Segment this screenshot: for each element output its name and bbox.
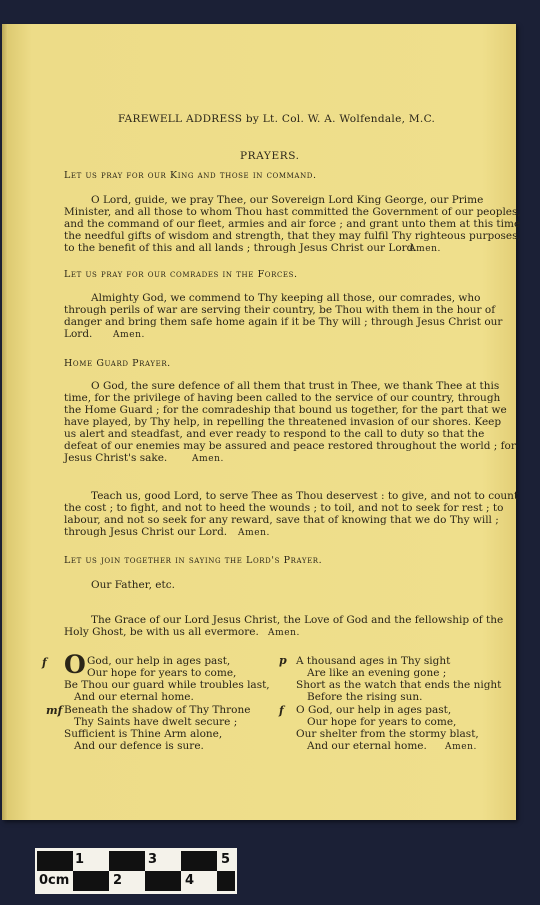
section-heading-king: Let us pray for our King and those in command. [64, 170, 317, 181]
amen-label: Amen. [238, 528, 271, 538]
ruler-block [217, 871, 235, 891]
lords-prayer-heading: Let us join together in saying the Lord's Prayer. [64, 555, 323, 566]
prayer-line: have played, by Thy help, in repelling the threatened invasion of our shores. Keep [64, 416, 502, 428]
prayer-line: Teach us, good Lord, to serve Thee as Thou deservest : to give, and not to count [91, 490, 519, 502]
hymn-line: Our shelter from the stormy blast, [296, 728, 479, 740]
prayer-line: O Lord, guide, we pray Thee, our Sovereign Lord King George, our Prime [91, 194, 484, 206]
prayer-line: Almighty God, we commend to Thy keeping all those, our comrades, who [91, 292, 481, 304]
hymn-line: Before the rising sun. [307, 691, 423, 703]
dynamic-marking: p [279, 654, 287, 667]
hymn-line: And our eternal home. [74, 691, 194, 703]
hymn-line: A thousand ages in Thy sight [296, 655, 451, 667]
dynamic-marking: mf [46, 704, 63, 717]
ruler-block [145, 871, 181, 891]
hymn-line: And our defence is sure. [74, 740, 204, 752]
lords-prayer-text: Our Father, etc. [91, 579, 175, 591]
hymn-line: Our hope for years to come, [87, 667, 237, 679]
amen-label: Amen. [409, 244, 442, 254]
document-page [2, 24, 521, 820]
prayer-line: and the command of our fleet, armies and air force ; and grant unto them at this time [64, 218, 521, 230]
ruler-number: 2 [113, 873, 123, 888]
dynamic-marking: f [42, 656, 47, 669]
hymn-line: Thy Saints have dwelt secure ; [74, 716, 238, 728]
ruler-number: 1 [75, 852, 85, 867]
prayer-line: us alert and steadfast, and ever ready to respond to the call to duty so that the [64, 428, 485, 440]
prayer-line: O God, the sure defence of all them that trust in Thee, we thank Thee at this [91, 380, 500, 392]
prayer-line: time, for the privilege of having been called to the service of our country, through [64, 392, 501, 404]
section-heading-home-guard: Home Guard Prayer. [64, 358, 171, 369]
prayers-heading: PRAYERS. [240, 150, 300, 162]
section-heading-comrades: Let us pray for our comrades in the Forces. [64, 269, 298, 280]
ruler-number: 3 [148, 852, 158, 867]
amen-label: Amen. [192, 454, 225, 464]
prayer-line: Lord. [64, 328, 93, 340]
hymn-line: Sufficient is Thine Arm alone, [64, 728, 223, 740]
prayer-line: danger and bring them safe home again if it be Thy will ; through Jesus Christ our [64, 316, 503, 328]
document-title: FAREWELL ADDRESS by Lt. Col. W. A. Wolfendale, M.C. [118, 113, 436, 125]
ruler-block [37, 851, 73, 871]
prayer-line: labour, and not so seek for any reward, save that of knowing that we do Thy will ; [64, 514, 499, 526]
dynamic-marking: f [279, 704, 284, 717]
ruler-number: 4 [185, 873, 195, 888]
hymn-line: Our hope for years to come, [307, 716, 457, 728]
hymn-line: Are like an evening gone ; [307, 667, 447, 679]
hymn-dropcap: O [64, 650, 86, 679]
prayer-line: the cost ; to fight, and not to heed the wounds ; to toil, and not to seek for rest ; to [64, 502, 504, 514]
ruler-number: 5 [221, 852, 231, 867]
prayer-line: to the benefit of this and all lands ; through Jesus Christ our Lord. [64, 242, 417, 254]
amen-label: Amen. [113, 330, 146, 340]
ruler-block [181, 851, 217, 871]
prayer-line: Jesus Christ's sake. [64, 452, 168, 464]
amen-label: Amen. [445, 742, 478, 752]
grace-line: The Grace of our Lord Jesus Christ, the Love of God and the fellowship of the [91, 614, 504, 626]
prayer-line: the needful gifts of wisdom and strength, that they may fulfil Thy righteous purposes, [64, 230, 521, 242]
hymn-line: And our eternal home. [307, 740, 427, 752]
grace-line: Holy Ghost, be with us all evermore. [64, 626, 259, 638]
ruler-block [109, 851, 145, 871]
prayer-line: through Jesus Christ our Lord. [64, 526, 228, 538]
hymn-line: God, our help in ages past, [87, 655, 231, 667]
prayer-line: the Home Guard ; for the comradeship that bound us together, for the part that we [64, 404, 507, 416]
prayer-line: Minister, and all those to whom Thou hast committed the Government of our peoples, [64, 206, 521, 218]
scale-ruler [35, 848, 237, 894]
hymn-line: Beneath the shadow of Thy Throne [64, 704, 251, 716]
hymn-line: Be Thou our guard while troubles last, [64, 679, 270, 691]
amen-label: Amen. [268, 628, 301, 638]
ruler-block [73, 871, 109, 891]
ruler-unit-label: 0cm [39, 873, 70, 888]
hymn-line: Short as the watch that ends the night [296, 679, 502, 691]
hymn-line: O God, our help in ages past, [296, 704, 452, 716]
prayer-line: through perils of war are serving their country, be Thou with them in the hour of [64, 304, 496, 316]
page-fold-edge [2, 24, 8, 820]
prayer-line: defeat of our enemies may be assured and peace restored throughout the world ; for [64, 440, 516, 452]
